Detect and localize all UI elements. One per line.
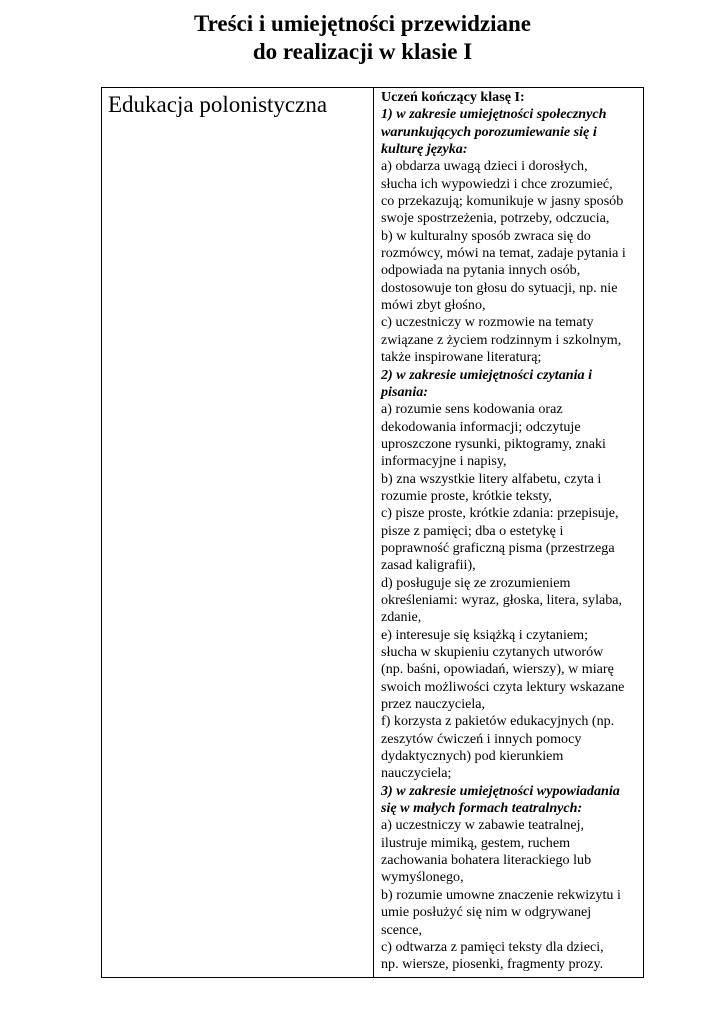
content-line: c) odtwarza z pamięci teksty dla dzieci, [381,938,604,955]
content-line: (np. baśni, opowiadań, wierszy), w miarę [381,661,614,678]
content-line: b) zna wszystkie litery alfabetu, czyta i [381,470,602,487]
content-line: wymyślonego, [381,869,464,886]
column-divider [373,87,374,978]
content-line: ilustruje mimiką, gestem, ruchem [381,834,571,851]
content-line: 2) w zakresie umiejętności czytania i [381,366,593,383]
content-line: dekodowania informacji; odczytuje [381,418,581,435]
content-line: e) interesuje się książką i czytaniem; [381,626,589,643]
content-line: słucha ich wypowiedzi i chce zrozumieć, [381,175,613,192]
content-line: a) obdarza uwagą dzieci i dorosłych, [381,158,588,175]
content-line: c) pisze proste, krótkie zdania: przepisuje, [381,505,619,522]
content-line: d) posługuje się ze zrozumieniem [381,574,571,591]
content-line: b) w kulturalny sposób zwraca się do [381,227,591,244]
title-line-1: Treści i umiejętności przewidziane [193,11,532,36]
content-line: Uczeń kończący klasę I: [381,89,525,105]
content-line: np. wiersze, piosenki, fragmenty prozy. [381,956,604,973]
content-line: przez nauczyciela, [381,696,486,713]
content-line: zdanie, [381,609,422,626]
content-line: 1) w zakresie umiejętności społecznych [381,106,607,123]
content-line: pisze z pamięci; dba o estetykę i [381,522,564,539]
title-line-2: do realizacji w klasie I [252,39,473,64]
content-line: swoich możliwości czyta lektury wskazane [381,678,625,695]
content-line: co przekazują; komunikuje w jasny sposób [381,193,624,210]
content-line: a) rozumie sens kodowania oraz [381,401,563,418]
content-line: mówi zbyt głośno, [381,297,486,314]
content-line: określeniami: wyraz, głoska, litera, sylaba, [381,591,623,608]
content-line: b) rozumie umowne znaczenie rekwizytu i [381,886,621,903]
content-line: warunkujących porozumiewanie się i [381,123,597,140]
content-line: się w małych formach teatralnych: [381,800,583,817]
content-line: uproszczone rysunki, piktogramy, znaki [381,435,606,452]
content-line: dostosowuje ton głosu do sytuacji, np. nie [381,279,618,296]
content-line: swoje spostrzeżenia, potrzeby, odczucia, [381,210,610,227]
content-line: zasad kaligrafii), [381,557,476,574]
content-line: informacyjne i napisy, [381,453,507,470]
page-title [0,10,725,66]
subject-heading: Edukacja polonistyczna [108,92,328,117]
content-line: rozumie proste, krótkie teksty, [381,487,552,504]
content-line: umie posłużyć się nim w odgrywanej [381,904,592,921]
content-line: związane z życiem rodzinnym i szkolnym, [381,331,622,348]
content-line: c) uczestniczy w rozmowie na tematy [381,314,594,331]
content-line: kulturę języka: [381,141,468,158]
content-line: zachowania bohatera literackiego lub [381,852,592,869]
curriculum-content [381,89,643,974]
content-line: a) uczestniczy w zabawie teatralnej, [381,817,585,834]
content-line: 3) w zakresie umiejętności wypowiadania [381,782,620,799]
content-line: poprawność graficzną pisma (przestrzega [381,539,615,556]
content-line: f) korzysta z pakietów edukacyjnych (np. [381,713,615,730]
content-line: słucha w skupieniu czytanych utworów [381,644,604,660]
content-line: zeszytów ćwiczeń i innych pomocy [381,730,582,747]
content-line: także inspirowane literaturą; [381,349,542,366]
content-line: rozmówcy, mówi na temat, zadaje pytania i [381,245,626,262]
content-line: scence, [381,921,423,938]
content-line: odpowiada na pytania innych osób, [381,262,581,279]
content-line: nauczyciela; [381,765,452,782]
content-line: pisania: [381,383,428,400]
content-line: dydaktycznych) pod kierunkiem [381,748,564,765]
